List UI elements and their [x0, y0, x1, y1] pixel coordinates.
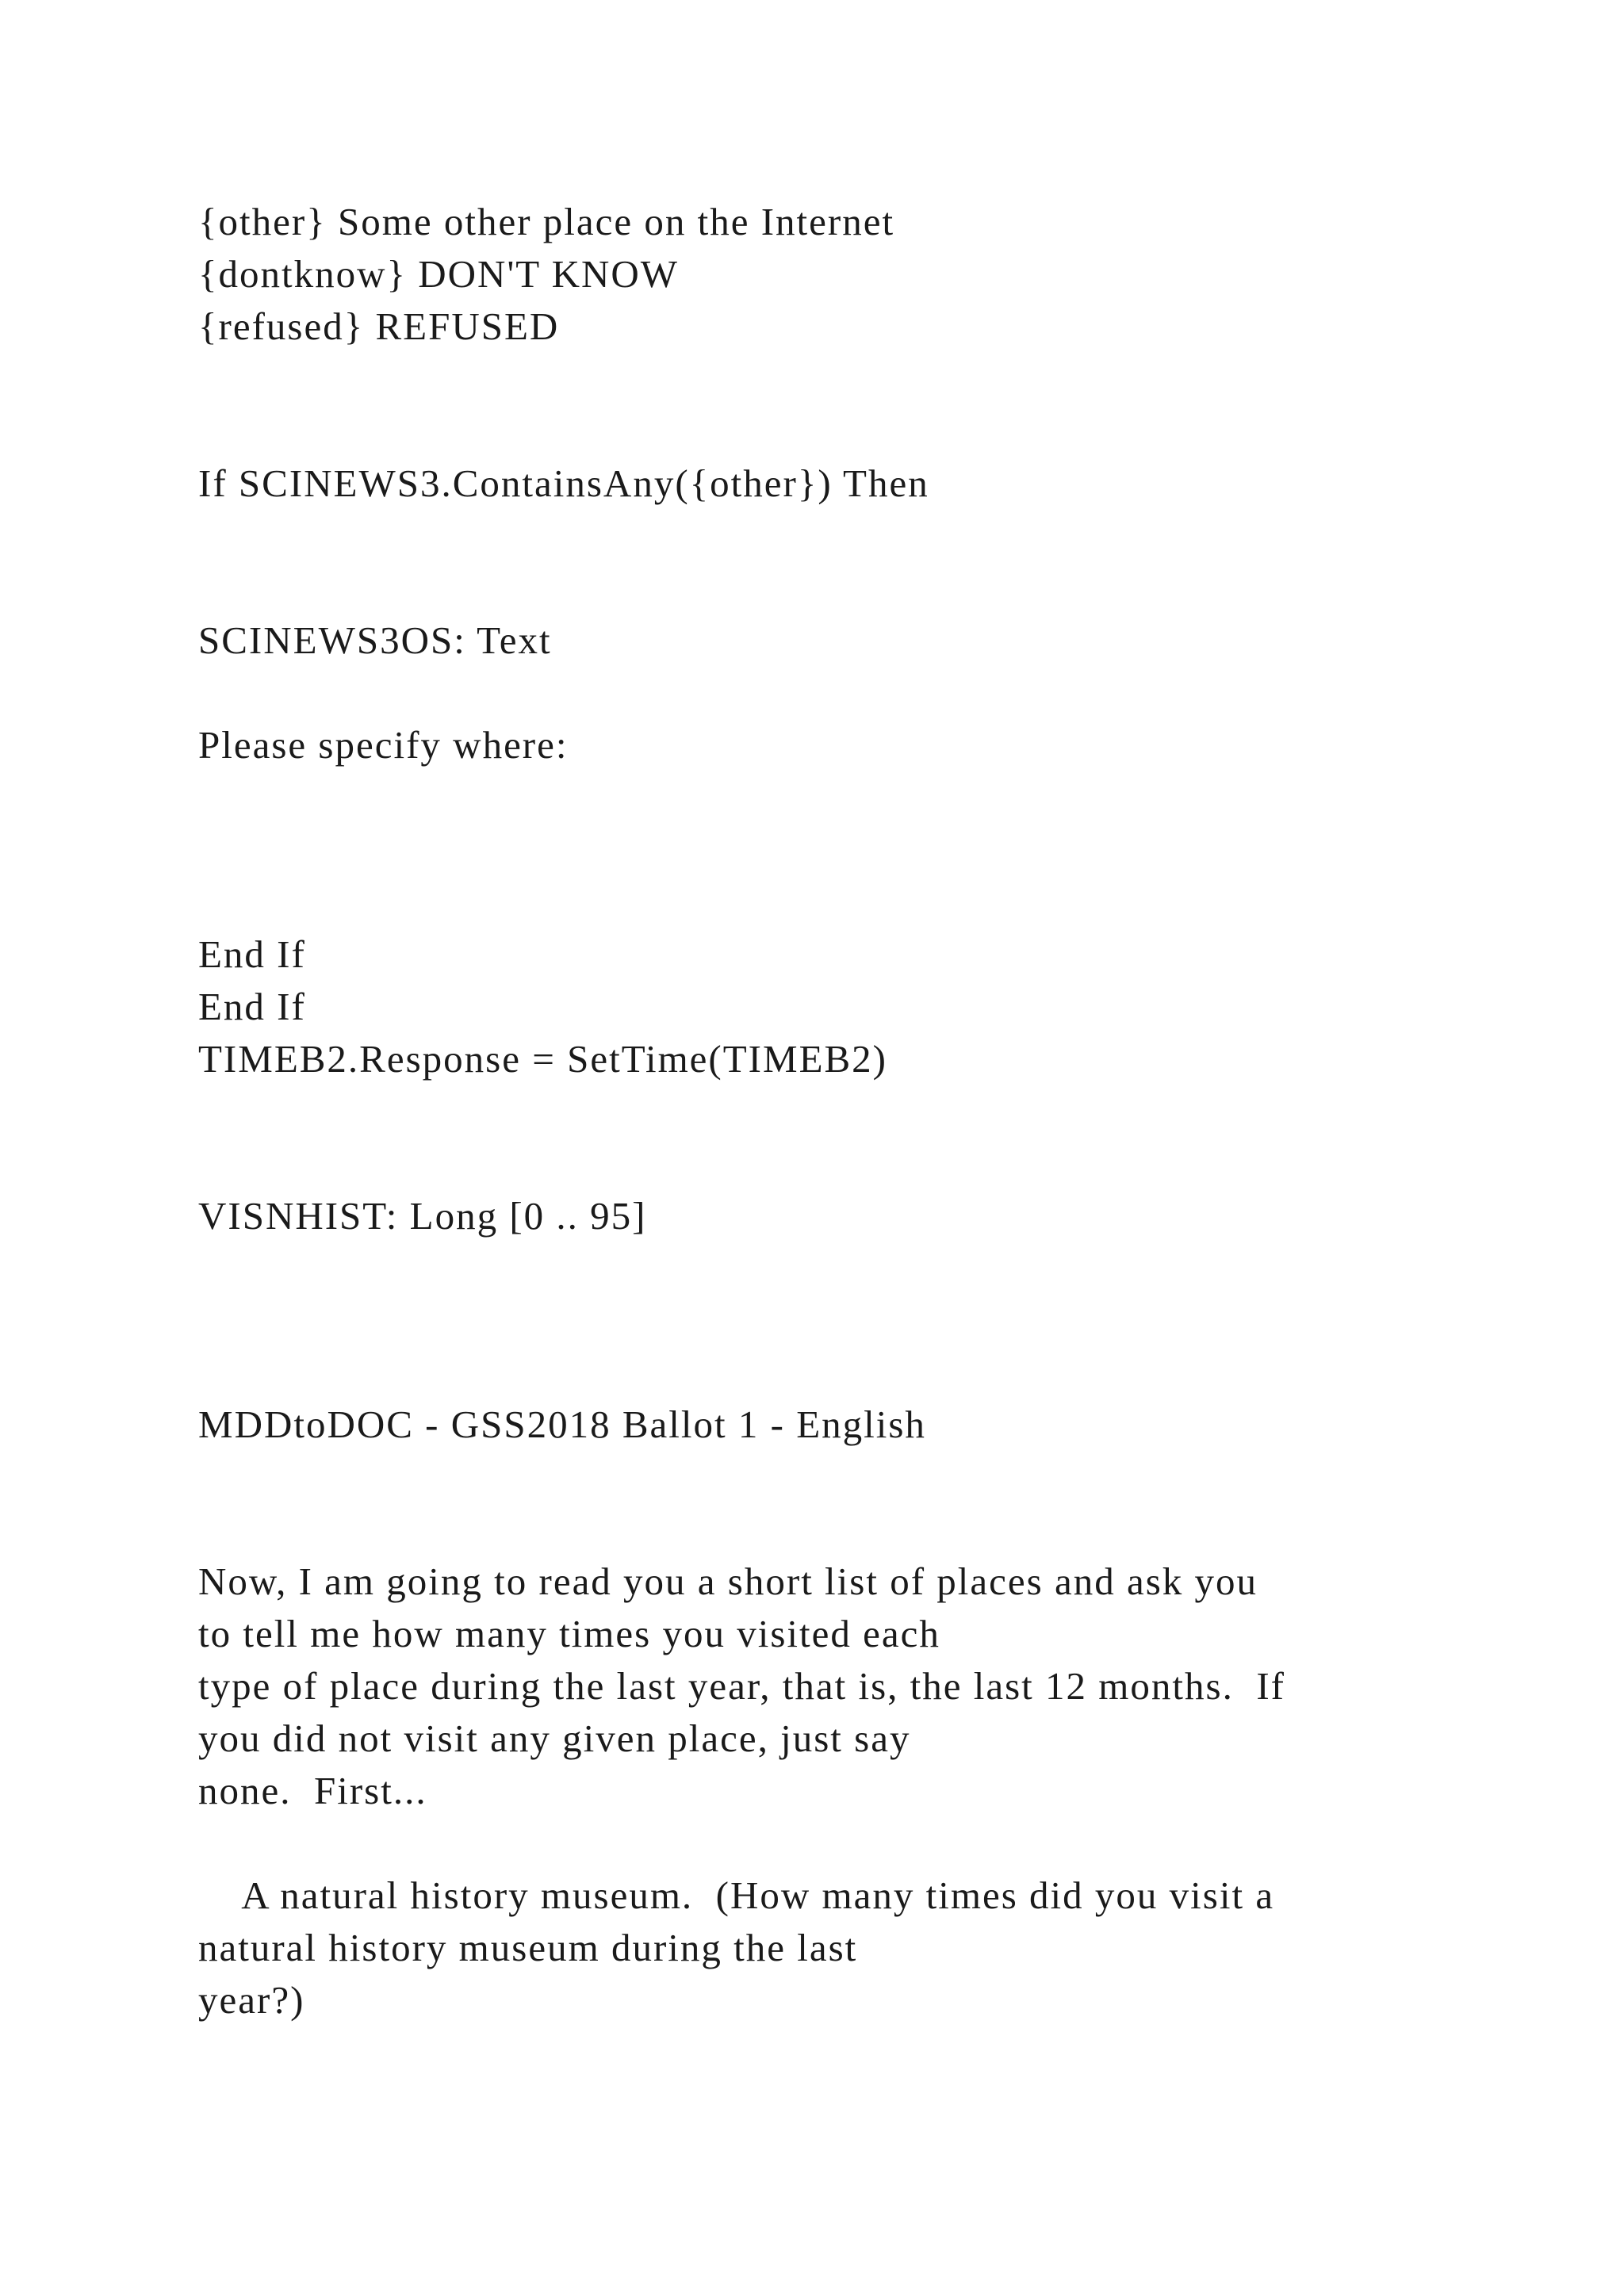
settime-statement: TIMEB2.Response = SetTime(TIMEB2)	[198, 1037, 887, 1081]
answer-option-dontknow: {dontknow} DON'T KNOW	[198, 252, 679, 296]
answer-option-other: {other} Some other place on the Internet	[198, 200, 895, 243]
question-item-line: year?)	[198, 1978, 305, 2022]
condition-if-line: If SCINEWS3.ContainsAny({other}) Then	[198, 461, 929, 505]
question-text-line: you did not visit any given place, just say	[198, 1716, 911, 1760]
question-text-line: type of place during the last year, that is, the last 12 months. If	[198, 1664, 1285, 1708]
question-id-visnhist: VISNHIST: Long [0 .. 95]	[198, 1194, 647, 1238]
question-text-line: none. First...	[198, 1769, 427, 1812]
answer-option-refused: {refused} REFUSED	[198, 304, 560, 348]
question-item-line: natural history museum during the last	[198, 1926, 858, 1969]
question-prompt-specify: Please specify where:	[198, 723, 569, 767]
document-footer-title: MDDtoDOC - GSS2018 Ballot 1 - English	[198, 1402, 926, 1446]
question-text-line: to tell me how many times you visited each	[198, 1612, 940, 1655]
end-if-line: End If	[198, 932, 306, 976]
end-if-line: End If	[198, 985, 306, 1028]
question-item-line: A natural history museum. (How many times did you visit a	[198, 1873, 1275, 1917]
question-text-line: Now, I am going to read you a short list of places and ask you	[198, 1559, 1258, 1603]
question-id-scinews3os: SCINEWS3OS: Text	[198, 618, 552, 662]
